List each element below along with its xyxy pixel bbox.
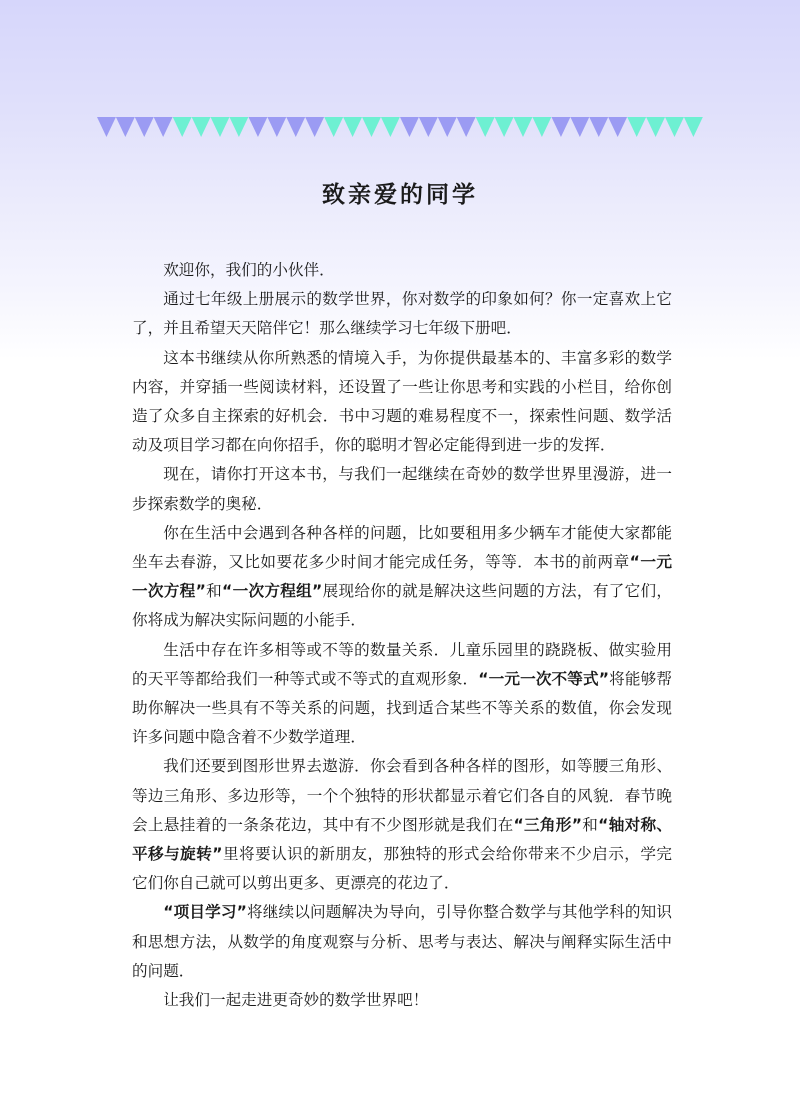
text-run: 将继续以问题解决为导向，引导你整合数学与其他学科的知识和思想方法，从数学的角度观察与分析、思考与表达、解决与阐释实际生活中的问题． [132,903,672,980]
emphasis-term: “三角形” [513,815,582,834]
bunting-flag [532,117,551,137]
emphasis-term: “一次方程组” [222,582,323,601]
bunting-flag [400,117,419,137]
bunting-flag [343,117,362,137]
bunting-flag [457,117,476,137]
text-run: 展现给你的就是解决这些问题的方法，有了它们，你将成为解决实际问题的小能手． [132,582,672,630]
page-title: 致亲爱的同学 [322,182,478,208]
bunting-flag [476,117,495,137]
bunting-flag [173,117,192,137]
paragraph [132,898,672,986]
bunting-flag [646,117,665,137]
bunting-flag [419,117,438,137]
bunting-flag [211,117,230,137]
paragraph [132,519,672,636]
bunting-flag [381,117,400,137]
bunting-flag [229,117,248,137]
paragraph [132,285,672,343]
bunting-flag [589,117,608,137]
paragraph [132,460,672,518]
text-run: 你在生活中会遇到各种各样的问题，比如要租用多少辆车才能使大家都能坐车去春游，又比如要花多少时间才能完成任务，等等．本书的前两章 [132,523,672,572]
text-run: 和 [205,582,223,601]
bunting-flag [665,117,684,137]
bunting-flag [249,117,268,137]
bunting-flag [438,117,457,137]
bunting-flag [116,117,135,137]
bunting-flag [267,117,286,137]
bunting-flag [305,117,324,137]
bunting-flag [324,117,343,137]
text-run: 生活中存在许多相等或不等的数量关系．儿童乐园里的跷跷板、做实验用的天平等都给我们一种等式或不等式的直观形象． [132,640,672,688]
emphasis-term: “一元一次不等式” [478,669,610,688]
bunting-flag [154,117,173,137]
text-run: 和 [581,815,599,834]
bunting-flag [608,117,627,137]
bunting-flag [495,117,514,137]
letter-body [132,256,672,1015]
paragraph [132,344,672,461]
paragraph [132,636,672,753]
bunting-flag [286,117,305,137]
bunting-flag [362,117,381,137]
emphasis-term: “一元一次方程” [132,553,672,601]
text-run: 现在，请你打开这本书，与我们一起继续在奇妙的数学世界里漫游，进一步探索数学的奥秘． [132,465,672,513]
paragraph [132,752,672,898]
text-run: 欢迎你，我们的小伙伴． [163,261,335,279]
bunting-flag [570,117,589,137]
emphasis-term: “项目学习” [163,903,247,922]
bunting-flag [684,117,703,137]
bunting-flag [97,117,116,137]
text-run: 通过七年级上册展示的数学世界，你对数学的印象如何？你一定喜欢上它了，并且希望天天陪伴它！那么继续学习七年级下册吧． [132,290,672,338]
bunting-flag [627,117,646,137]
emphasis-term: “轴对称、平移与旋转” [132,815,672,864]
bunting-flag [135,117,154,137]
text-run: 这本书继续从你所熟悉的情境入手，为你提供最基本的、丰富多彩的数学内容，并穿插一些阅读材料，还设置了一些让你思考和实践的小栏目，给你创造了众多自主探索的好机会．书中习题的难易程度不一，探索性问题、数学活动及项目学习都在向你招手，你的聪明才智必定能得到进一步的发挥． [132,348,672,455]
bunting-decoration [97,117,703,139]
bunting-flag [514,117,533,137]
bunting-flag [552,117,571,137]
bunting-flag [192,117,211,137]
paragraph [132,986,672,1015]
text-run: 将能够帮助你解决一些具有不等关系的问题，找到适合某些不等关系的数值，你会发现许多问题中隐含着不少数学道理． [132,669,672,747]
text-run: 我们还要到图形世界去遨游．你会看到各种各样的图形，如等腰三角形、等边三角形、多边形等，一个个独特的形状都显示着它们各自的风貌．春节晚会上悬挂着的一条条花边，其中有不少图形就是我们在 [132,757,672,834]
paragraph [132,256,672,285]
text-run: 里将要认识的新朋友，那独特的形式会给你带来不少启示，学完它们你自己就可以剪出更多、更漂亮的花边了． [132,845,672,893]
text-run: 让我们一起走进更奇妙的数学世界吧！ [163,991,429,1010]
